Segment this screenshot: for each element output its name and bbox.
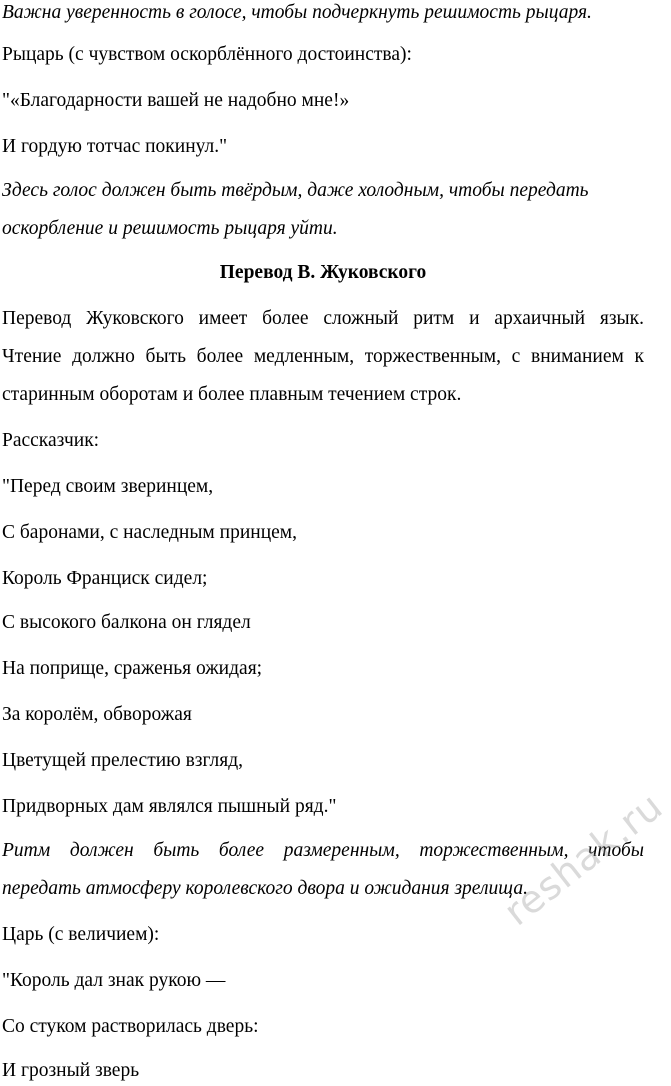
verse-line: И грозный зверь — [2, 1060, 140, 1081]
verse-line: Король Франциск сидел; — [2, 568, 208, 589]
paragraph-line: Чтение должно быть более медленным, торжественным, с вниманием к — [2, 346, 644, 367]
stage-direction: Ритм должен быть более размеренным, торжественным, чтобы — [2, 840, 644, 861]
stage-direction: передать атмосферу королевского двора и ожидания зрелища. — [2, 878, 529, 899]
stage-direction: Здесь голос должен быть твёрдым, даже холодным, чтобы передать — [2, 180, 589, 201]
verse-line: "Король дал знак рукою — — [2, 970, 226, 991]
speaker-label: Царь (с величием): — [2, 924, 160, 945]
stage-direction: оскорбление и решимость рыцаря уйти. — [2, 218, 338, 239]
section-heading: Перевод В. Жуковского — [219, 262, 427, 283]
verse-line: Со стуком растворилась дверь: — [2, 1016, 259, 1037]
stage-direction: Важна уверенность в голосе, чтобы подчеркнуть решимость рыцаря. — [2, 2, 592, 23]
speaker-label: Рыцарь (с чувством оскорблённого достоинства): — [2, 44, 412, 65]
speaker-label: Рассказчик: — [2, 430, 100, 451]
verse-line: Придворных дам являлся пышный ряд." — [2, 796, 337, 817]
verse-line: И гордую тотчас покинул." — [2, 136, 228, 157]
verse-line: Цветущей прелестию взгляд, — [2, 750, 244, 771]
verse-line: С баронами, с наследным принцем, — [2, 522, 298, 543]
verse-line: На поприще, сраженья ожидая; — [2, 658, 263, 679]
verse-line: С высокого балкона он глядел — [2, 612, 251, 633]
paragraph-line: Перевод Жуковского имеет более сложный ритм и архаичный язык. — [2, 308, 644, 329]
verse-line: За королём, обворожая — [2, 704, 192, 725]
paragraph-line: старинным оборотам и более плавным течением строк. — [2, 384, 462, 405]
watermark-logo: reshak.ru — [495, 783, 671, 935]
verse-line: "Перед своим зверинцем, — [2, 476, 214, 497]
verse-line: "«Благодарности вашей не надобно мне!» — [2, 90, 350, 111]
